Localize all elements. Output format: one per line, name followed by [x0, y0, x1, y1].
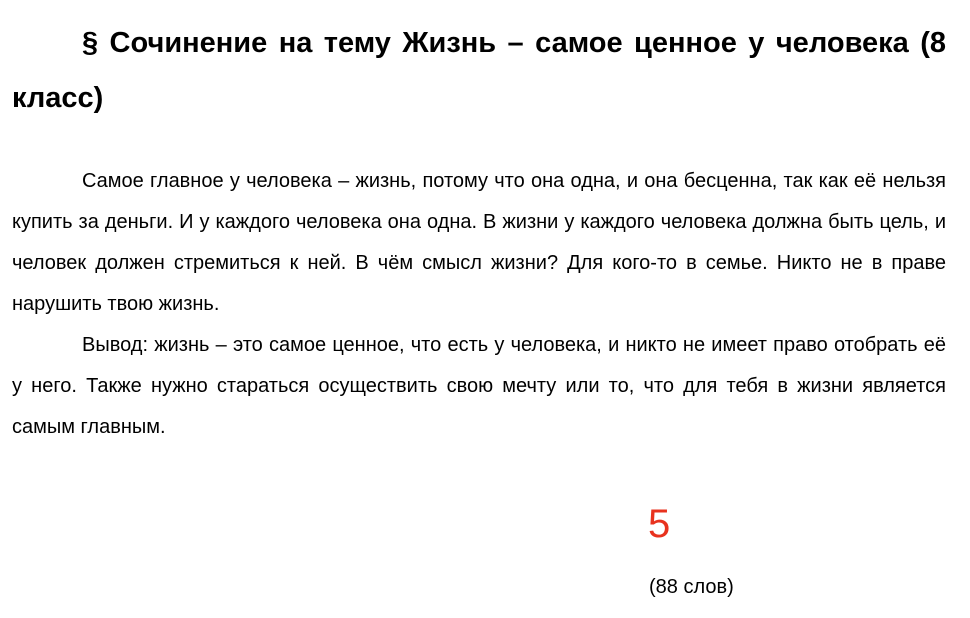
essay-paragraph-1: Самое главное у человека – жизнь, потому что она одна, и она бесценна, так как её нельзя купить за деньги. И у каждого человека она одна. В жизни у каждого человека должна быть цель, и человек должен стремиться к ней. В чём смысл жизни? Для кого-то в семье. Никто не в праве нарушить твою жизнь.	[12, 170, 946, 315]
essay-body	[12, 161, 946, 448]
essay-paragraph-2: Вывод: жизнь – это самое ценное, что есть у человека, и никто не имеет право отобрать её у него. Также нужно стараться осуществить свою мечту или то, что для тебя в жизни является самым главным.	[12, 334, 946, 438]
word-count: (88 слов)	[649, 576, 734, 598]
essay-title: § Сочинение на тему Жизнь – самое ценное у человека (8 класс)	[12, 27, 946, 114]
grade-mark: 5	[648, 502, 671, 546]
